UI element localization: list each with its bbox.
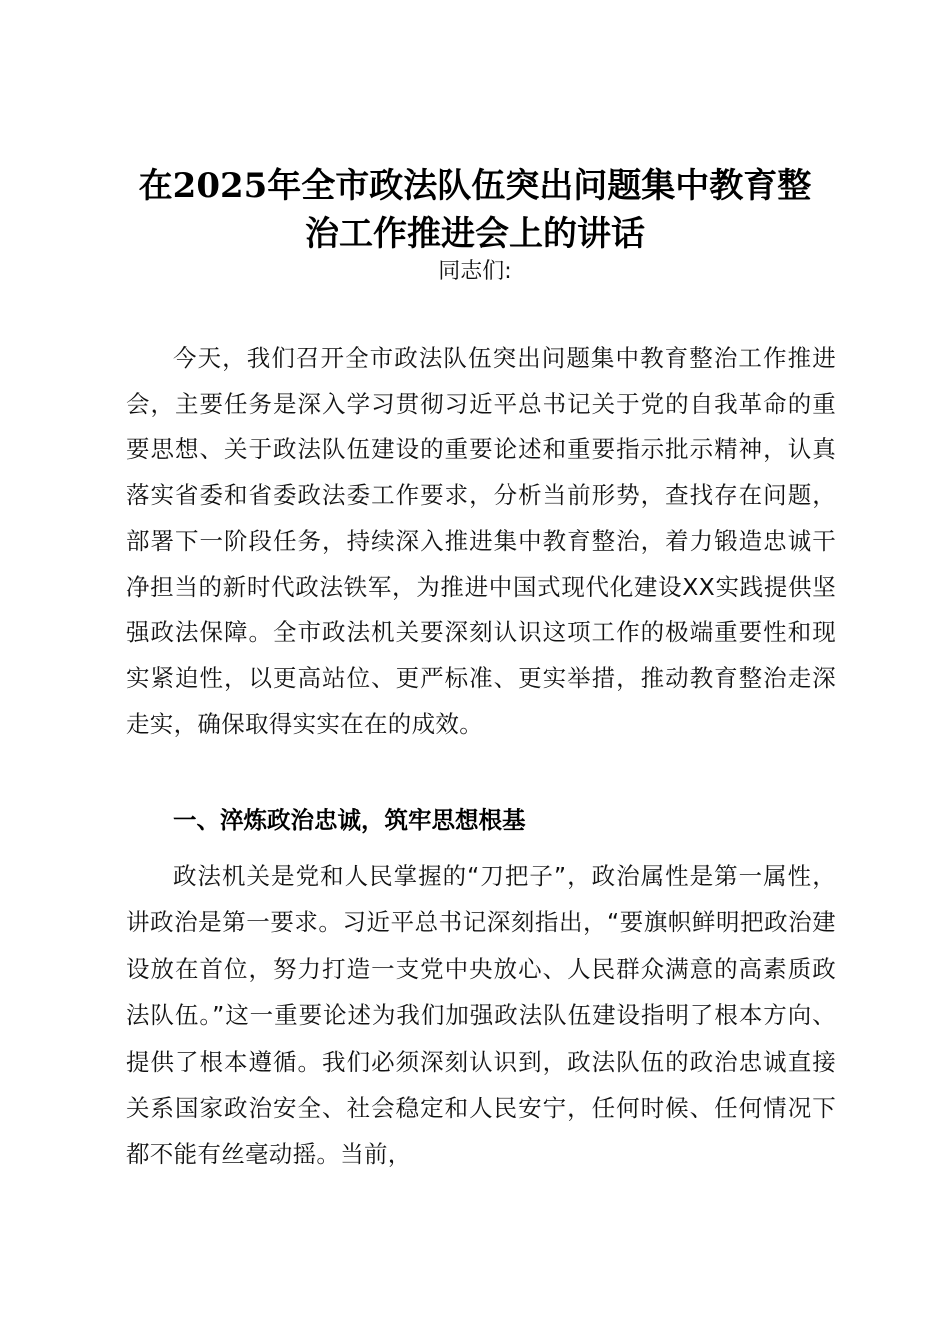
paragraph-intro: 今天，我们召开全市政法队伍突出问题集中教育整治工作推进会，主要任务是深入学习贯彻习近平总书记关于党的自我革命的重要思想、关于政法队伍建设的重要论述和重要指示批示精神，认真落实省委和省委政法委工作要求，分析当前形势，查找存在问题，部署下一阶段任务，持续深入推进集中教育整治，着力锻造忠诚干净担当的新时代政法铁军，为推进中国式现代化建设XX实践提供坚强政法保障。全市政法机关要深刻认识这项工作的极端重要性和现实紧迫性，以更高站位、更严标准、更实举措，推动教育整治走深走实，确保取得实实在在的成效。: [126, 344, 836, 738]
title-line-1: 在2025年全市政法队伍突出问题集中教育整: [138, 166, 812, 206]
section-heading-1: 一、淬炼政治忠诚，筑牢思想根基: [173, 806, 526, 834]
salutation: 同志们:: [438, 259, 512, 284]
document-title: [120, 162, 830, 258]
title-line-2: 治工作推进会上的讲话: [305, 214, 645, 254]
paragraph-section-1: 政法机关是党和人民掌握的“刀把子”，政治属性是第一属性，讲政治是第一要求。习近平总书记深刻指出，“要旗帜鲜明把政治建设放在首位，努力打造一支党中央放心、人民群众满意的高素质政法队伍。”这一重要论述为我们加强政法队伍建设指明了根本方向、提供了根本遵循。我们必须深刻认识到，政法队伍的政治忠诚直接关系国家政治安全、社会稳定和人民安宁，任何时候、任何情况下都不能有丝毫动摇。当前，: [126, 862, 836, 1169]
